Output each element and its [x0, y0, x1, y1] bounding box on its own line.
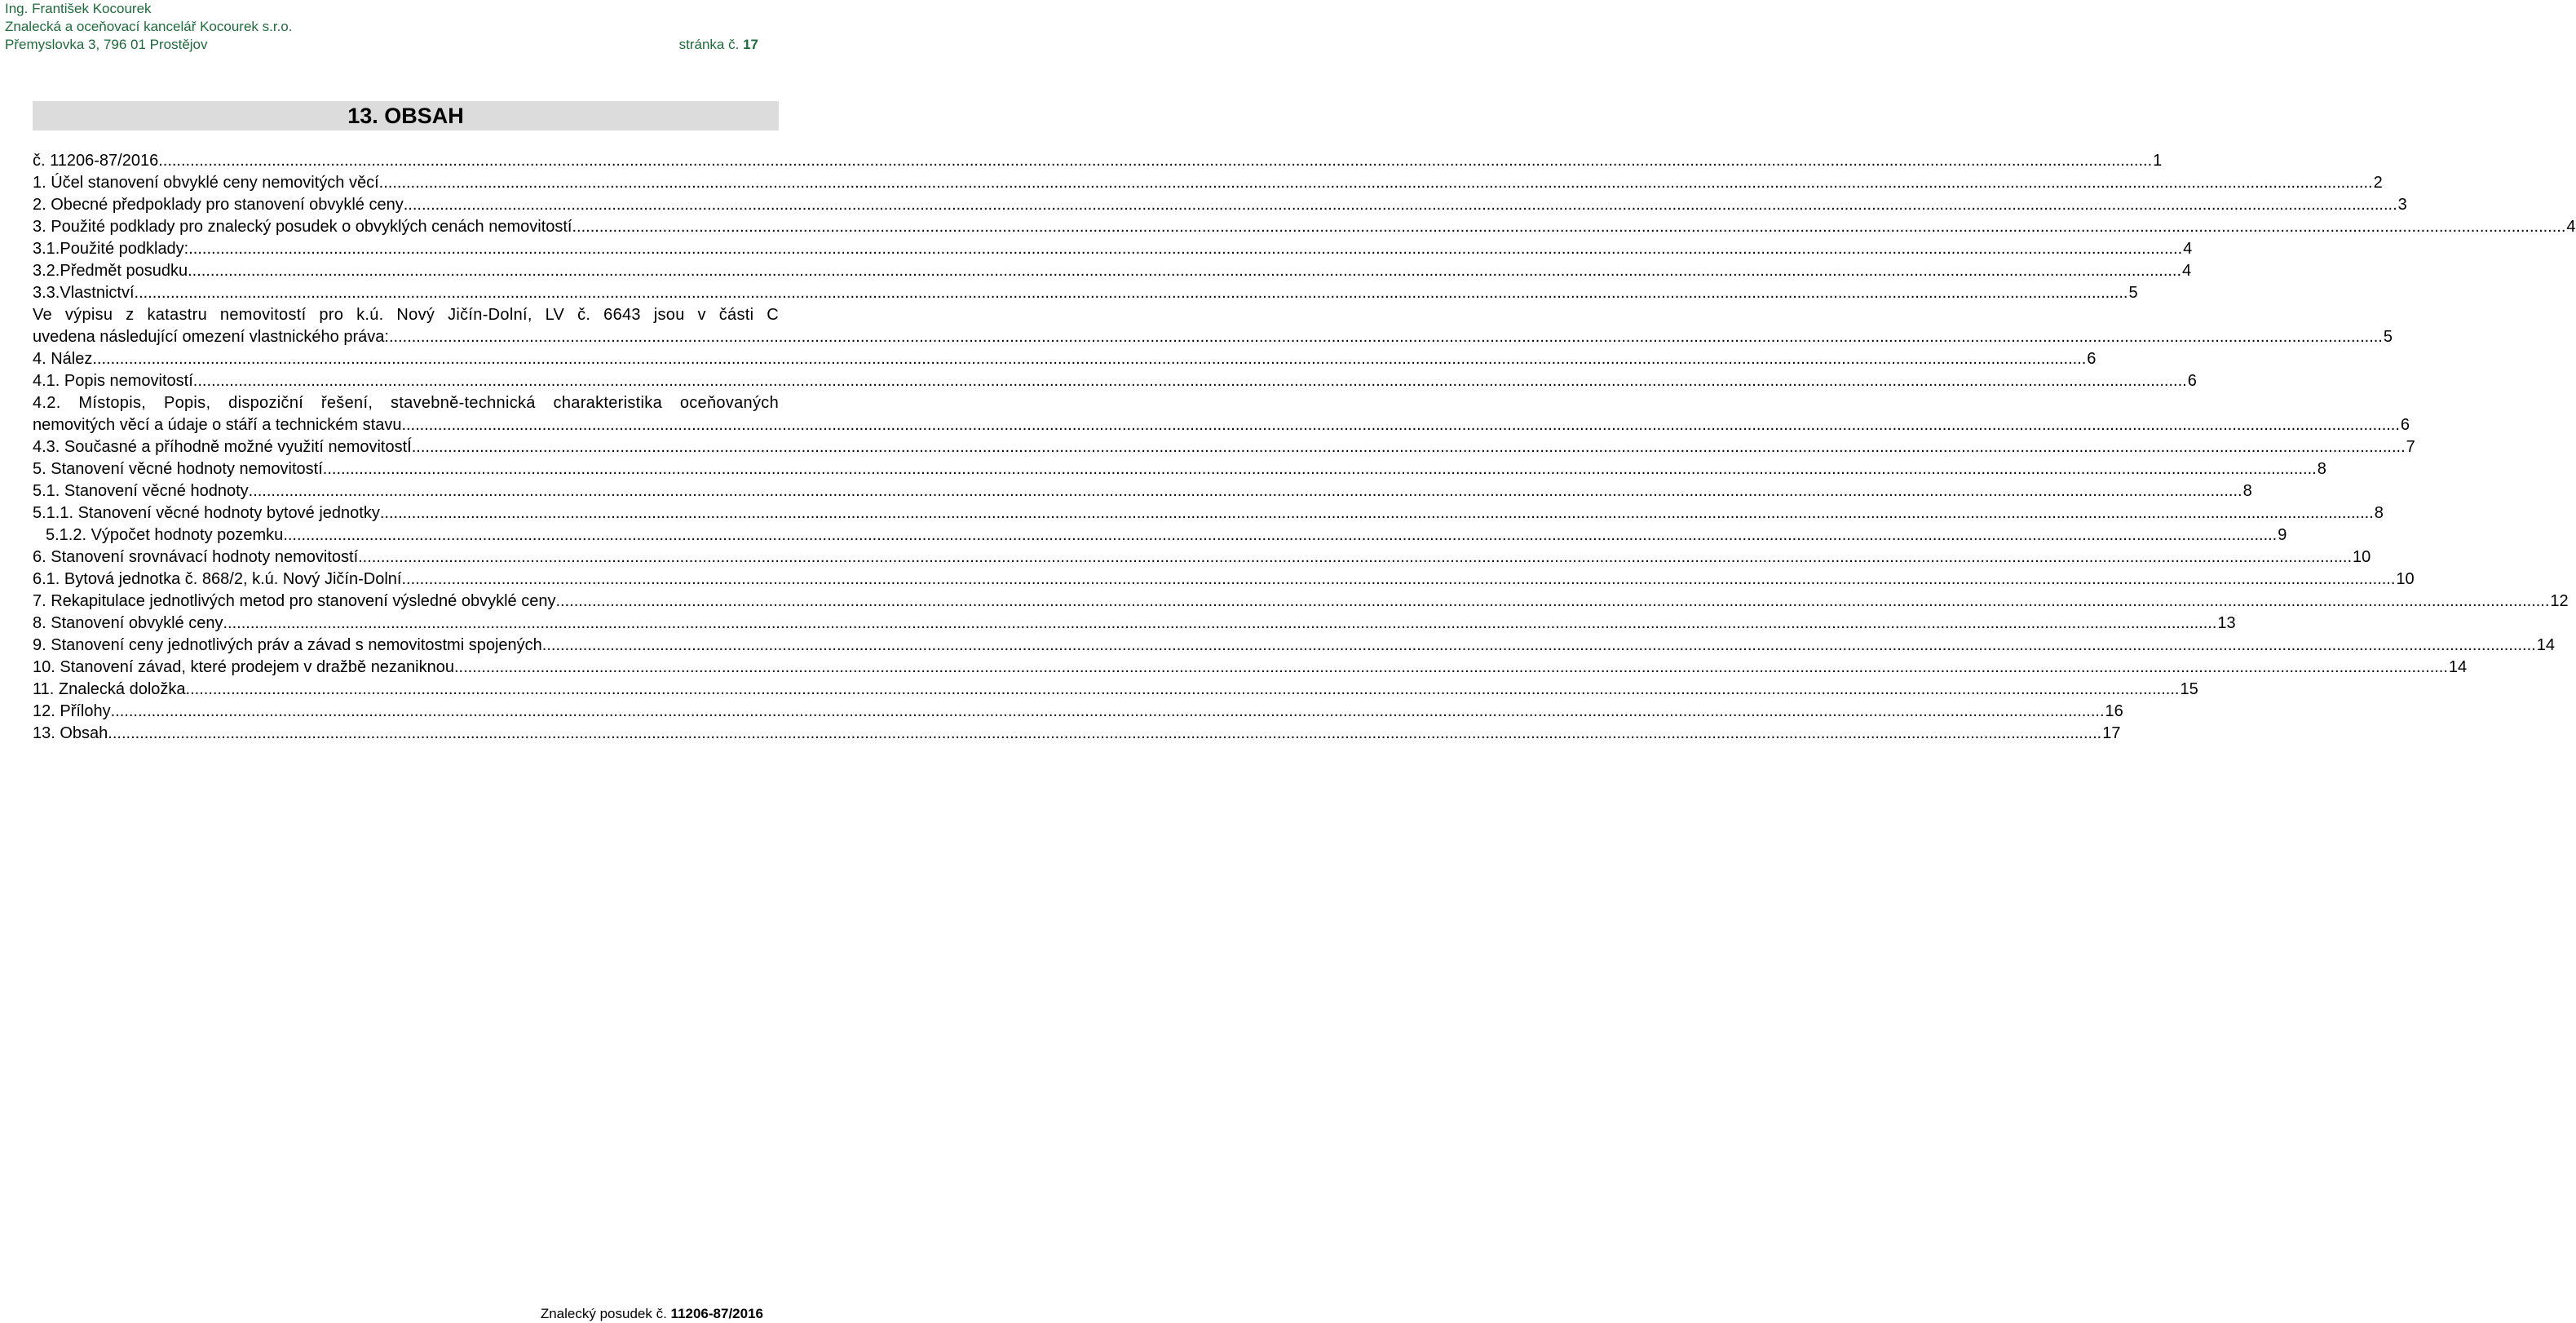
toc-entry-title: uvedena následující omezení vlastnického práva: — [33, 328, 389, 346]
toc-entry[interactable] — [33, 679, 2198, 701]
toc-entry-title-line2 — [33, 326, 2393, 348]
page-header — [5, 0, 758, 54]
page-indicator — [679, 36, 758, 54]
toc-entry[interactable] — [33, 238, 2193, 260]
office-name: Znalecká a oceňovací kancelář Kocourek s.r.o. — [5, 19, 293, 34]
toc-entry-page: 14 — [2536, 636, 2555, 654]
toc-leader — [323, 458, 2317, 480]
toc-entry[interactable] — [33, 172, 2383, 194]
toc-entry-title: 5.1. Stanovení věcné hodnoty — [33, 482, 249, 500]
toc-leader — [92, 348, 2086, 370]
footer-label: Znalecký posudek č. — [540, 1306, 667, 1321]
toc-leader — [401, 569, 2395, 591]
toc-entry-page: 10 — [2353, 548, 2371, 566]
toc-entry[interactable] — [33, 370, 2197, 392]
toc-entry[interactable] — [33, 216, 2576, 238]
toc-entry[interactable] — [33, 591, 2569, 613]
toc-leader — [454, 657, 2448, 679]
toc-leader — [555, 591, 2549, 613]
toc-entry-title: 11. Znalecká doložka — [33, 680, 186, 698]
page-label: stránka č. — [678, 37, 740, 52]
toc-entry-page: 4 — [2566, 218, 2576, 236]
toc-entry-title: 2. Obecné předpoklady pro stanovení obvyklé ceny — [33, 196, 404, 214]
toc-entry-number: 3.2. — [33, 262, 60, 280]
toc-entry-page: 13 — [2217, 614, 2236, 632]
toc-entry-page: 5 — [2383, 328, 2393, 346]
toc-entry-page: 15 — [2180, 680, 2198, 698]
toc-leader — [186, 679, 2180, 701]
toc-entry-title: 9. Stanovení ceny jednotlivých práv a závad s nemovitostmi spojených — [33, 636, 542, 654]
toc-entry[interactable] — [33, 150, 2163, 172]
toc-leader — [111, 701, 2105, 723]
toc-entry-number: 3.1. — [33, 240, 60, 258]
toc-entry-title: 5. Stanovení věcné hodnoty nemovitostí — [33, 460, 323, 478]
toc-entry-page: 6 — [2187, 372, 2197, 390]
toc-entry[interactable] — [33, 502, 2384, 524]
toc-leader — [572, 216, 2565, 238]
table-of-contents — [33, 150, 2576, 745]
office-address: Přemyslovka 3, 796 01 Prostějov — [5, 37, 208, 52]
toc-leader — [188, 238, 2182, 260]
toc-entry-title: 6. Stanovení srovnávací hodnoty nemovitostí — [33, 548, 359, 566]
page-footer — [541, 1305, 763, 1323]
expert-name: Ing. František Kocourek — [5, 1, 152, 16]
toc-entry-title: 5.1.2. Výpočet hodnoty pozemku — [46, 526, 284, 544]
toc-entry[interactable] — [33, 458, 2326, 480]
toc-entry-title: 3. Použité podklady pro znalecký posudek o obvyklých cenách nemovitostí — [33, 218, 572, 236]
toc-entry-title: 13. Obsah — [33, 724, 108, 742]
toc-entry-title-line2 — [33, 414, 2410, 436]
page-number: 17 — [743, 37, 758, 52]
toc-leader — [223, 613, 2216, 635]
toc-entry[interactable] — [33, 524, 2287, 546]
toc-entry-title: č. 11206-87/2016 — [33, 152, 159, 170]
toc-entry[interactable] — [33, 657, 2468, 679]
toc-entry-title: 4. Nález — [33, 350, 93, 368]
footer-report-number: 11206-87/2016 — [670, 1306, 763, 1321]
toc-entry-title: Předmět posudku — [60, 262, 188, 280]
toc-entry-page: 6 — [2087, 350, 2097, 368]
toc-entry[interactable] — [33, 348, 2097, 370]
toc-entry-page: 16 — [2105, 702, 2123, 720]
toc-entry-page: 6 — [2400, 416, 2410, 434]
toc-entry[interactable] — [33, 546, 2371, 569]
toc-leader — [542, 635, 2536, 657]
section-title: 13. OBSAH — [347, 104, 464, 128]
toc-leader — [135, 282, 2128, 304]
toc-entry-title: 12. Přílohy — [33, 702, 111, 720]
toc-entry[interactable] — [33, 569, 2415, 591]
toc-leader — [379, 172, 2373, 194]
toc-entry-page: 4 — [2183, 240, 2193, 258]
toc-entry-title: 7. Rekapitulace jednotlivých metod pro stanovení výsledné obvyklé ceny — [33, 592, 556, 610]
toc-leader — [193, 370, 2187, 392]
toc-entry[interactable] — [33, 613, 2236, 635]
toc-entry-title: 6.1. Bytová jednotka č. 868/2, k.ú. Nový Jičín-Dolní — [33, 570, 402, 588]
toc-entry[interactable] — [33, 480, 2252, 502]
toc-entry[interactable] — [33, 635, 2555, 657]
toc-entry-title: Použité podklady: — [60, 240, 189, 258]
toc-leader — [188, 260, 2181, 282]
toc-entry-title-line1: 4.2. Místopis, Popis, dispoziční řešení, stavebně-technická charakteristika oceňovaných — [33, 394, 779, 412]
toc-entry[interactable] — [33, 436, 2415, 458]
toc-entry-page: 2 — [2373, 174, 2383, 192]
toc-entry-title: 1. Účel stanovení obvyklé ceny nemovitých věcí — [33, 174, 379, 192]
toc-entry-page: 8 — [2317, 460, 2326, 478]
toc-entry-page: 5 — [2128, 284, 2138, 302]
toc-entry[interactable] — [33, 701, 2123, 723]
toc-leader — [406, 414, 2400, 436]
toc-leader — [283, 524, 2277, 546]
toc-leader — [404, 194, 2397, 216]
toc-entry-page: 17 — [2102, 724, 2121, 742]
toc-entry-page: 4 — [2182, 262, 2192, 280]
toc-entry-page: 8 — [2242, 482, 2252, 500]
toc-entry-page: 9 — [2278, 526, 2287, 544]
toc-entry-title: 4.1. Popis nemovitostí — [33, 372, 193, 390]
toc-leader — [108, 723, 2101, 745]
toc-entry-title: 4.3. Současné a příhodně možné využití nemovitostÍ — [33, 438, 412, 456]
toc-entry[interactable] — [33, 304, 2393, 348]
toc-leader — [358, 546, 2352, 569]
toc-entry-title: nemovitých věcí a údaje o stáří a technickém stavu. — [33, 416, 406, 434]
toc-leader — [389, 326, 2383, 348]
toc-entry-number: 3.3. — [33, 284, 60, 302]
toc-entry[interactable] — [33, 194, 2407, 216]
toc-entry-page: 12 — [2550, 592, 2569, 610]
toc-entry-title: 5.1.1. Stanovení věcné hodnoty bytové jednotky — [33, 504, 380, 522]
toc-entry-page: 7 — [2406, 438, 2415, 456]
section-title-bar — [33, 101, 779, 131]
toc-entry[interactable] — [33, 392, 2410, 436]
toc-entry-page: 14 — [2448, 658, 2468, 676]
toc-entry-page: 3 — [2397, 196, 2407, 214]
toc-entry-page: 10 — [2396, 570, 2415, 588]
toc-entry-title: Vlastnictví — [60, 284, 135, 302]
toc-leader — [412, 436, 2406, 458]
toc-leader — [249, 480, 2242, 502]
toc-entry[interactable] — [33, 282, 2138, 304]
toc-entry-page: 8 — [2374, 504, 2384, 522]
toc-entry-title-line1: Ve výpisu z katastru nemovitostí pro k.ú. Nový Jičín-Dolní, LV č. 6643 jsou v části C — [33, 306, 779, 324]
toc-entry[interactable] — [33, 723, 2121, 745]
toc-leader — [158, 150, 2152, 172]
header-address-row — [5, 36, 758, 54]
toc-entry-title: 10. Stanovení závad, které prodejem v dražbě nezaniknou — [33, 658, 454, 676]
toc-entry-page: 1 — [2153, 152, 2163, 170]
toc-entry[interactable] — [33, 260, 2192, 282]
toc-leader — [380, 502, 2374, 524]
toc-entry-title: 8. Stanovení obvyklé ceny — [33, 614, 223, 632]
